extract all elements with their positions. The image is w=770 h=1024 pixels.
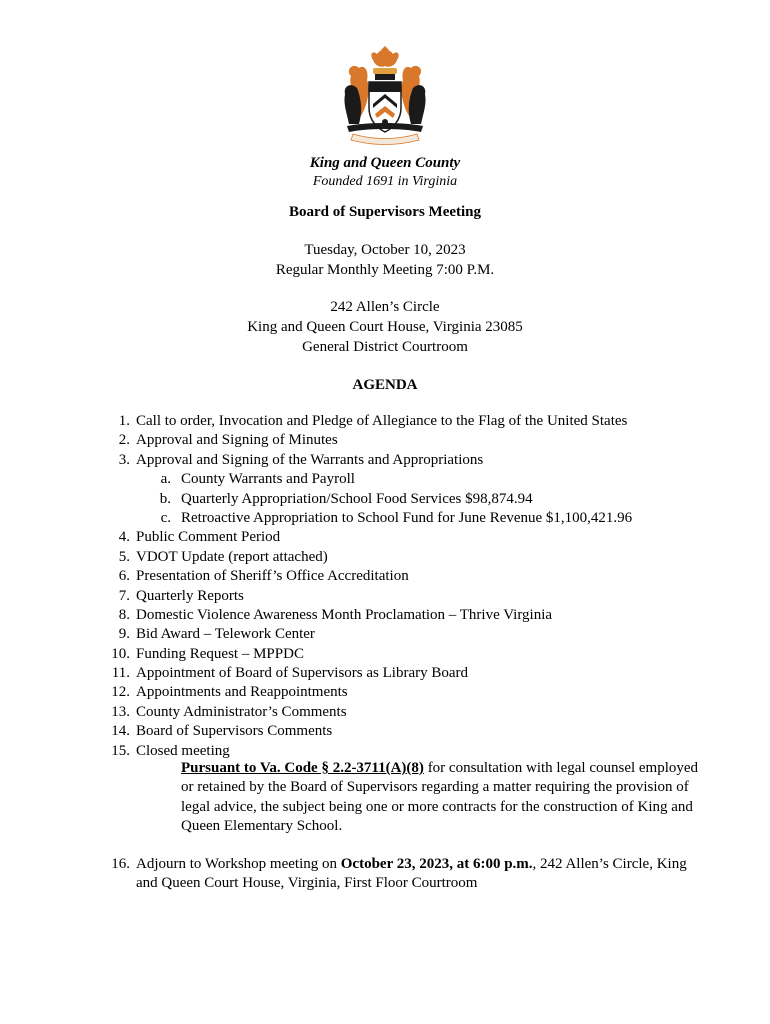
adjourn-prefix: Adjourn to Workshop meeting on	[136, 856, 341, 872]
item-text: Bid Award – Telework Center	[136, 626, 315, 643]
item-number: 4.	[118, 529, 130, 546]
subitem-text: Quarterly Appropriation/School Food Services $98,874.94	[181, 490, 533, 507]
item-text: Approval and Signing of Minutes	[136, 432, 338, 449]
county-name: King and Queen County	[309, 155, 461, 171]
item-number: 6.	[118, 568, 130, 585]
county-seal-logo	[337, 46, 433, 146]
agenda-item	[0, 606, 770, 625]
agenda-item	[0, 431, 770, 450]
item-number: 14.	[111, 723, 130, 740]
item-text: Closed meeting	[136, 742, 230, 759]
address-line-2: King and Queen Court House, Virginia 23085	[247, 319, 523, 335]
item-number: 12.	[111, 684, 130, 701]
agenda-item	[0, 625, 770, 644]
item-number: 5.	[118, 548, 130, 565]
item-text: Presentation of Sheriff’s Office Accreditation	[136, 568, 409, 585]
item-number: 1.	[118, 413, 130, 429]
subitem-letter: b.	[159, 490, 171, 507]
subitem-text: Retroactive Appropriation to School Fund for June Revenue $1,100,421.96	[181, 509, 633, 526]
adjourn-suffix: , 242 Allen’s Circle, King and Queen Court House, Virginia, First Floor Courtroom	[136, 856, 687, 892]
item-text: Call to order, Invocation and Pledge of Allegiance to the Flag of the United States	[136, 413, 628, 429]
agenda-item	[0, 587, 770, 606]
agenda-heading: AGENDA	[352, 377, 418, 393]
adjourn-text	[136, 855, 696, 894]
item-number: 8.	[118, 606, 130, 623]
subitem-text: County Warrants and Payroll	[181, 471, 355, 488]
closed-meeting-text: for consultation with legal counsel employed or retained by the Board of Supervisors regarding a matter requiring the provision of legal advice, the subject being one or more contracts for the construction of King and Queen Elementary School.	[181, 760, 699, 835]
agenda-item	[0, 548, 770, 567]
founded-line: Founded 1691 in Virginia	[312, 174, 458, 189]
item-number: 13.	[111, 703, 130, 720]
subitem-letter: a.	[160, 471, 171, 488]
agenda-item	[0, 664, 770, 683]
agenda-item	[0, 567, 770, 586]
item-text: VDOT Update (report attached)	[136, 548, 328, 565]
item-number: 9.	[118, 626, 130, 643]
item-number: 15.	[111, 742, 130, 759]
meeting-title: Board of Supervisors Meeting	[288, 204, 482, 220]
agenda-item	[0, 722, 770, 741]
item-number: 3.	[118, 451, 130, 468]
agenda-item	[0, 528, 770, 547]
item-number: 7.	[118, 587, 130, 604]
item-text: County Administrator’s Comments	[136, 703, 347, 720]
item-number: 11.	[111, 665, 130, 682]
agenda-subitem	[0, 470, 770, 489]
item-text: Public Comment Period	[136, 529, 281, 546]
item-text: Funding Request – MPPDC	[136, 645, 304, 662]
closed-meeting-description	[181, 759, 701, 837]
item-text: Domestic Violence Awareness Month Proclamation – Thrive Virginia	[136, 606, 553, 623]
item-number: 16.	[111, 856, 130, 872]
agenda-subitem	[0, 509, 770, 528]
meeting-date: Tuesday, October 10, 2023	[304, 242, 466, 258]
agenda-item	[0, 451, 770, 470]
meeting-type: Regular Monthly Meeting 7:00 P.M.	[275, 262, 495, 278]
item-text: Approval and Signing of the Warrants and Appropriations	[136, 451, 484, 468]
address-line-1: 242 Allen’s Circle	[330, 299, 440, 315]
item-text: Board of Supervisors Comments	[136, 723, 333, 740]
address-line-3: General District Courtroom	[302, 339, 468, 355]
subitem-letter: c.	[160, 509, 171, 526]
adjourn-date: October 23, 2023, at 6:00 p.m.	[340, 856, 533, 872]
agenda-item	[0, 683, 770, 702]
agenda-item	[0, 703, 770, 722]
item-number: 10.	[111, 645, 130, 662]
item-text: Quarterly Reports	[136, 587, 244, 604]
agenda-list	[0, 412, 770, 761]
agenda-item	[0, 412, 770, 431]
agenda-subitem	[0, 490, 770, 509]
item-text: Appointment of Board of Supervisors as Library Board	[136, 665, 469, 682]
item-text: Appointments and Reappointments	[136, 684, 348, 701]
item-number: 2.	[118, 432, 130, 449]
va-code-citation: Pursuant to Va. Code § 2.2-3711(A)(8)	[181, 760, 424, 776]
agenda-item	[0, 645, 770, 664]
